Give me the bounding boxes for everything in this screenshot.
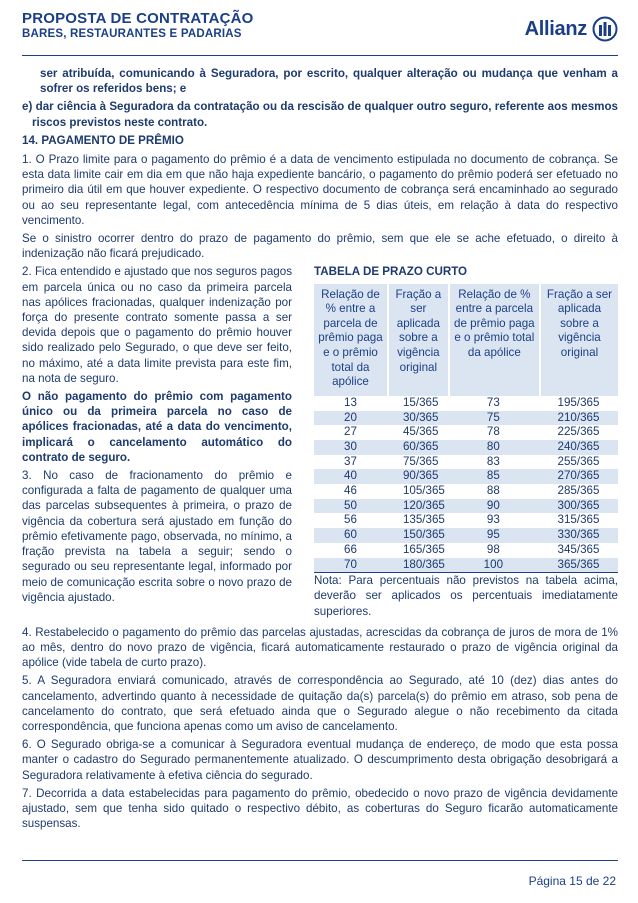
table-cell: 20 (314, 411, 387, 426)
table-cell: 98 (448, 543, 539, 558)
table-cell: 330/365 (539, 528, 618, 543)
table-cell: 56 (314, 513, 387, 528)
table-cell: 50 (314, 499, 387, 514)
table-cell: 37 (314, 455, 387, 470)
table-cell: 40 (314, 469, 387, 484)
table-cell: 88 (448, 484, 539, 499)
paragraph-7: 7. Decorrida a data estabelecidas para pagamento do prêmio, obedecido o novo prazo de vigência devidamente ajustado, sem que tenha sido quitado o respectivo débito, as coberturas do Seguro ficarão automaticamente suspensas. (22, 786, 618, 831)
table-header-row (314, 284, 618, 396)
table-cell: 345/365 (539, 543, 618, 558)
table-cell: 90 (448, 499, 539, 514)
logo-text: Allianz (524, 17, 587, 40)
table-cell: 315/365 (539, 513, 618, 528)
header-cell: Fração a ser aplicada sobre a vigência original (387, 284, 448, 396)
table-cell: 13 (314, 396, 387, 411)
table-cell: 45/365 (387, 425, 448, 440)
table-note: Nota: Para percentuais não previstos na tabela acima, deverão ser aplicados os percentuais imediatamente superiores. (314, 574, 618, 618)
section-title: 14. PAGAMENTO DE PRÊMIO (22, 133, 184, 147)
table-cell: 60 (314, 528, 387, 543)
header-cell: Relação de % entre a parcela de prêmio paga e o prêmio total da apólice (448, 284, 539, 396)
table-cell: 80 (448, 440, 539, 455)
item-d-continuation: ser atribuída, comunicando à Seguradora, por escrito, qualquer alteração ou mudança que venham a sofrer os referidos bens; e (40, 67, 618, 96)
short-term-table (314, 284, 618, 573)
table-cell: 60/365 (387, 440, 448, 455)
table-cell: 75 (448, 411, 539, 426)
table-cell: 70 (314, 558, 387, 573)
table-row (314, 558, 618, 573)
header-cell: Relação de % entre a parcela de prêmio paga e o prêmio total da apólice (314, 284, 387, 396)
table-cell: 135/365 (387, 513, 448, 528)
paragraph-4: 4. Restabelecido o pagamento do prêmio das parcelas ajustadas, acrescidas da cobrança de juros de mora de 1% ao mês, dentro do novo prazo de vigência, ficará automaticamente restaurado o prazo de vigência original da apólice (vide tabela de curto prazo). (22, 625, 618, 670)
table-row (314, 469, 618, 484)
table-cell: 85 (448, 469, 539, 484)
footer-divider (22, 860, 618, 861)
header-divider (22, 55, 618, 56)
table-cell: 300/365 (539, 499, 618, 514)
table-cell: 95 (448, 528, 539, 543)
table-cell: 180/365 (387, 558, 448, 573)
table-row (314, 543, 618, 558)
table-cell: 27 (314, 425, 387, 440)
allianz-logo (525, 16, 618, 42)
table-cell: 83 (448, 455, 539, 470)
table-cell: 165/365 (387, 543, 448, 558)
item-e: e) dar ciência à Seguradora da contratação ou da rescisão de qualquer outro seguro, referente aos mesmos riscos previstos neste contrato. (22, 100, 618, 129)
table-cell: 120/365 (387, 499, 448, 514)
table-row (314, 396, 618, 411)
table-cell: 66 (314, 543, 387, 558)
paragraph-2: 2. Fica entendido e ajustado que nos seguros pagos em parcela única ou no caso da primeira parcela nas apólices fracionadas, qualquer indenização por força do presente contrato somente passa a ser devida depois que o pagamento do prêmio houver sido realizado pelo Segurado, o que deve ser feito, no máximo, até a data limite prevista para este fim, na nota de seguro. (22, 265, 292, 385)
table-cell: 210/365 (539, 411, 618, 426)
table-cell: 30 (314, 440, 387, 455)
table-row (314, 455, 618, 470)
table-cell: 90/365 (387, 469, 448, 484)
table-cell: 225/365 (539, 425, 618, 440)
table-cell: 78 (448, 425, 539, 440)
table-cell: 30/365 (387, 411, 448, 426)
table-cell: 15/365 (387, 396, 448, 411)
table-cell: 73 (448, 396, 539, 411)
table-row (314, 440, 618, 455)
table-cell: 46 (314, 484, 387, 499)
table-row (314, 484, 618, 499)
paragraph-5: 5. A Seguradora enviará comunicado, através de correspondência ao Segurado, até 10 (dez) dias antes do cancelamento, advertindo quanto à necessidade de quitação da(s) parcela(s) do prêmio em atraso, sob pena de cancelamento do contrato, que será efetuado ainda que o Segurado alegue o não recebimento da citada correspondência, que funciona apenas como um aviso de cancelamento. (22, 674, 618, 734)
table-row (314, 411, 618, 426)
document-subtitle: BARES, RESTAURANTES E PADARIAS (22, 28, 242, 40)
table-row (314, 499, 618, 514)
table-title: TABELA DE PRAZO CURTO (314, 265, 468, 279)
table-cell: 270/365 (539, 469, 618, 484)
short-term-table-wrapper (314, 284, 618, 574)
table-cell: 75/365 (387, 455, 448, 470)
table-cell: 365/365 (539, 558, 618, 573)
table-cell: 150/365 (387, 528, 448, 543)
right-column (314, 264, 618, 621)
paragraph-1: 1. O Prazo limite para o pagamento do prêmio é a data de vencimento estipulada no documento de cobrança. Se esta data limite cair em dia em que não haja expediente bancário, o pagamento do prêmio poderá ser efetuado no primeiro dia útil em que houver expediente. O respectivo documento de cobrança será encaminhado ao segurado ou ao seu representante legal, com antecedência mínima de 5 dias úteis, em relação à data do respectivo vencimento. (22, 153, 618, 227)
table-cell: 285/365 (539, 484, 618, 499)
table-cell: 255/365 (539, 455, 618, 470)
table-cell: 100 (448, 558, 539, 573)
table-row (314, 425, 618, 440)
table-cell: 93 (448, 513, 539, 528)
table-row (314, 528, 618, 543)
table-cell: 195/365 (539, 396, 618, 411)
paragraph-3: 3. No caso de fracionamento do prêmio e configurada a falta de pagamento de qualquer uma das parcelas subsequentes à primeira, o prazo de vigência da cobertura será ajustado em função do prêmio efetivamente pago, observada, no mínimo, a fração prevista na tabela a seguir; sendo o segurado ou seu representante legal, informado por meio de comunicação escrita sobre o novo prazo de vigência ajustado. (22, 469, 292, 604)
table-row (314, 513, 618, 528)
table-cell: 105/365 (387, 484, 448, 499)
paragraph-2-bold: O não pagamento do prêmio com pagamento único ou da primeira parcela no caso de apólices fracionadas, até a data do vencimento, implicará o cancelamento automático do contrato de seguro. (22, 390, 292, 464)
two-column-block (22, 264, 618, 621)
page-number: Página 15 de 22 (528, 874, 616, 888)
allianz-eagle-icon (592, 16, 618, 42)
table-cell: 240/365 (539, 440, 618, 455)
document-title: PROPOSTA DE CONTRATAÇÃO (22, 10, 254, 27)
left-column (22, 264, 292, 621)
paragraph-1b: Se o sinistro ocorrer dentro do prazo de pagamento do prêmio, sem que ele se ache efetuado, o direito à indenização não ficará prejudicado. (22, 232, 618, 261)
header-cell: Fração a ser aplicada sobre a vigência original (539, 284, 618, 396)
paragraph-6: 6. O Segurado obriga-se a comunicar à Seguradora eventual mudança de endereço, de modo que esta possa manter o cadastro do Segurado permanentemente atualizado. O descumprimento desta obrigação desobrigará a Seguradora relativamente à efetiva ciência do segurado. (22, 738, 618, 782)
page-header (22, 10, 618, 50)
page-content (22, 66, 618, 834)
